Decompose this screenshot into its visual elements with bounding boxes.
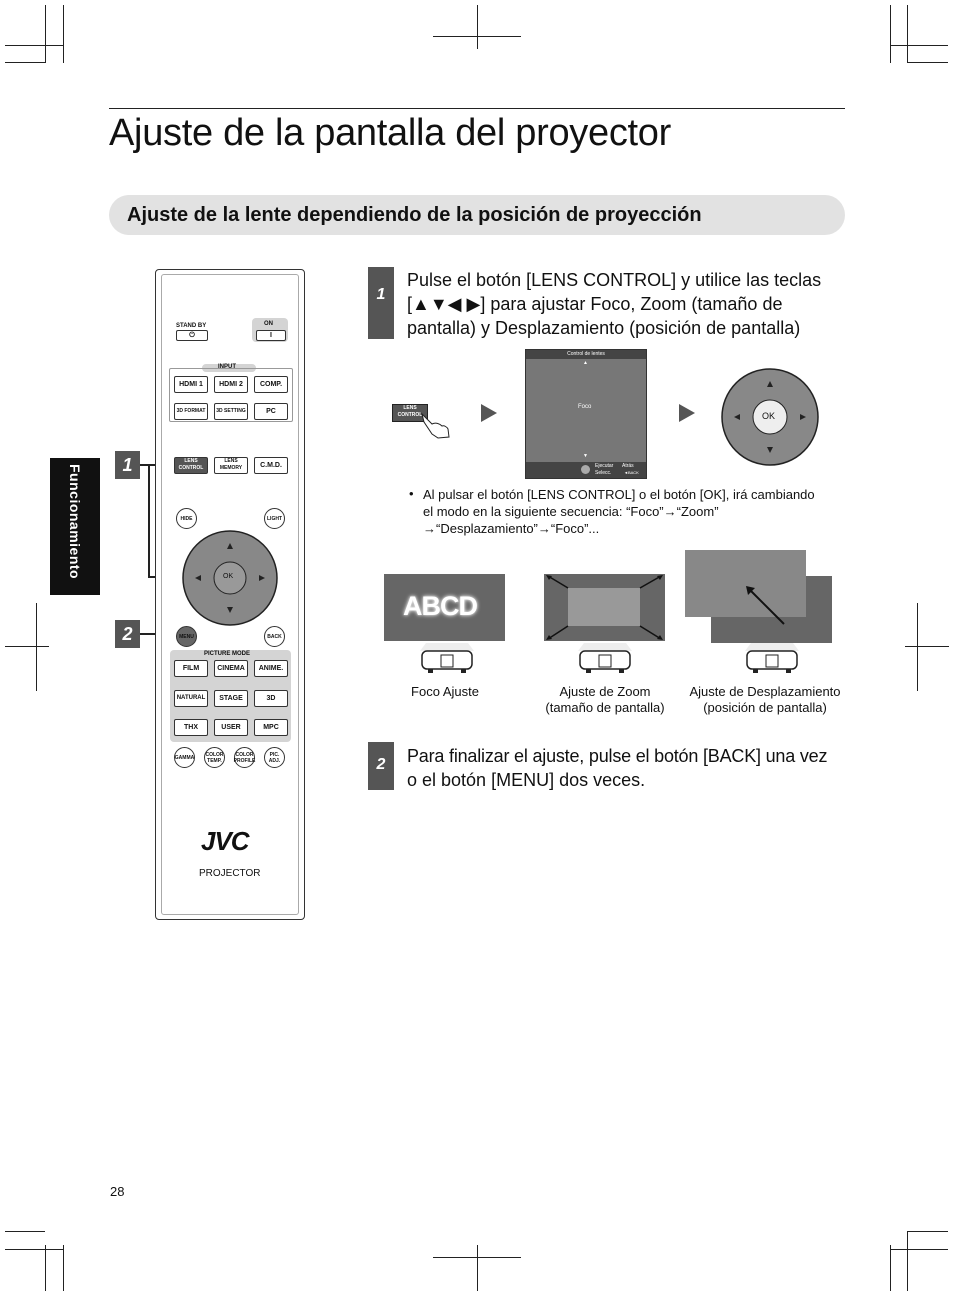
caption-shift-line1: Ajuste de Desplazamiento [689, 684, 841, 699]
remote-color-profile-line1: COLOR [235, 751, 254, 758]
step-2-line2: o el botón [MENU] dos veces. [407, 770, 646, 790]
crop-mark [890, 5, 891, 63]
osd-mode-label: Foco [578, 404, 592, 410]
crop-mark [36, 603, 37, 691]
remote-stand-by-label: STAND BY [176, 323, 207, 329]
osd-dpad-icon [581, 465, 590, 474]
note-line3: →“Desplazamiento”→“Foco”... [423, 521, 600, 536]
note-line1: Al pulsar el botón [LENS CONTROL] o el botón [OK], irá cambiando [423, 487, 815, 502]
crop-mark [905, 646, 949, 647]
crop-mark [45, 5, 46, 63]
mini-button-line1: LENS [403, 405, 417, 411]
section-heading: Ajuste de la lente dependiendo de la posición de proyección [127, 204, 702, 226]
hand-pointer-icon [418, 410, 452, 440]
crop-mark [890, 1245, 891, 1291]
remote-stand-by-button[interactable]: ⏻ [176, 330, 208, 341]
remote-input-label: INPUT [218, 364, 236, 370]
remote-picture-mode-label: PICTURE MODE [204, 651, 251, 657]
crop-mark [63, 5, 64, 63]
remote-user-button[interactable]: USER [214, 719, 248, 736]
osd-execute: Ejecutar [595, 463, 614, 469]
remote-film-button[interactable]: FILM [174, 660, 208, 677]
sequence-arrow-icon [679, 404, 695, 422]
crop-mark [890, 45, 948, 46]
remote-on-label: ON [264, 321, 273, 327]
remote-color-temp-line2: TEMP. [207, 757, 222, 764]
remote-anime-button[interactable]: ANIME. [254, 660, 288, 677]
crop-mark [5, 45, 63, 46]
step-1-line2: [▲▼◀ ▶] para ajustar Foco, Zoom (tamaño de [407, 294, 783, 314]
side-tab [50, 458, 100, 595]
osd-select: Selecc. [595, 470, 612, 476]
step-1-line1: Pulse el botón [LENS CONTROL] y utilice las teclas [407, 270, 822, 290]
focus-screen-text: ABCD [403, 591, 477, 621]
remote-on-button[interactable]: I [256, 330, 286, 341]
crop-mark [890, 1249, 948, 1250]
title-rule [109, 108, 845, 109]
remote-stage-button[interactable]: STAGE [214, 690, 248, 707]
callout-badge-2: 2 [115, 620, 140, 648]
mini-button-line2: CONTROL [397, 412, 423, 418]
remote-lens-memory-button[interactable] [214, 457, 248, 474]
dpad-ok-label: OK [762, 411, 776, 421]
osd-back-key: ◄BACK [624, 470, 639, 475]
remote-lens-memory-line1: LENS [224, 458, 238, 464]
osd-down-arrow-icon: ▼ [583, 453, 588, 459]
remote-lens-control-line1: LENS [184, 458, 198, 464]
lens-control-osd [525, 349, 647, 479]
osd-back: Atrás [622, 463, 634, 469]
remote-brand-logo: JVC [201, 826, 249, 856]
projector-icon [418, 641, 476, 677]
remote-back-button[interactable]: BACK [264, 626, 285, 647]
remote-pic-adj-line1: PIC. [269, 751, 280, 758]
remote-light-button[interactable]: LIGHT [264, 508, 285, 529]
caption-shift [680, 684, 850, 716]
remote-3d-setting-button[interactable]: 3D SETTING [214, 403, 248, 420]
projector-icon [576, 641, 634, 677]
crop-mark [477, 1245, 478, 1291]
remote-pic-adj-line2: ADJ. [268, 757, 281, 764]
remote-gamma-button[interactable]: GAMMA [174, 747, 195, 768]
remote-product-label: PROJECTOR [199, 868, 261, 879]
caption-focus-line1: Foco Ajuste [411, 684, 479, 699]
page-number: 28 [110, 1184, 125, 1199]
remote-3d-format-button[interactable]: 3D FORMAT [174, 403, 208, 420]
crop-mark [433, 36, 521, 37]
page-title: Ajuste de la pantalla del proyector [109, 112, 671, 154]
remote-thx-button[interactable]: THX [174, 719, 208, 736]
remote-cmd-button[interactable]: C.M.D. [254, 457, 288, 474]
crop-mark [5, 646, 49, 647]
step-2-line1: Para finalizar el ajuste, pulse el botón [BACK] una vez [407, 746, 828, 766]
remote-hide-button[interactable]: HIDE [176, 508, 197, 529]
remote-lens-control-button[interactable] [174, 457, 208, 474]
crop-mark [63, 1245, 64, 1291]
osd-footer [526, 462, 646, 478]
remote-pic-adj-button[interactable] [264, 747, 285, 768]
remote-cinema-button[interactable]: CINEMA [214, 660, 248, 677]
note-bullet: • [409, 486, 414, 501]
side-tab-label: Funcionamiento [67, 464, 83, 580]
remote-lens-memory-line2: MEMORY [219, 465, 243, 471]
callout-badge-1: 1 [115, 451, 140, 479]
crop-mark [45, 1245, 46, 1291]
crop-mark [433, 1257, 521, 1258]
zoom-arrows-icon [544, 574, 665, 641]
osd-title: Control de lentes [526, 350, 646, 359]
remote-menu-button[interactable]: MENU [176, 626, 197, 647]
remote-lens-control-line2: CONTROL [178, 465, 204, 471]
remote-hdmi1-button[interactable]: HDMI 1 [174, 376, 208, 393]
crop-mark [5, 1231, 45, 1232]
caption-zoom-line2: (tamaño de pantalla) [545, 700, 665, 715]
remote-ok-label: OK [223, 573, 234, 580]
shift-arrow-icon [740, 580, 790, 630]
caption-zoom [525, 684, 685, 716]
crop-mark [5, 1249, 63, 1250]
remote-pc-button[interactable]: PC [254, 403, 288, 420]
crop-mark [907, 62, 948, 63]
remote-mpc-button[interactable]: MPC [254, 719, 288, 736]
sequence-arrow-icon [481, 404, 497, 422]
remote-color-temp-button[interactable] [204, 747, 225, 768]
crop-mark [907, 1231, 948, 1232]
remote-color-temp-line1: COLOR [205, 751, 224, 758]
remote-color-profile-button[interactable] [234, 747, 255, 768]
crop-mark [917, 603, 918, 691]
step-1-badge: 1 [368, 267, 394, 339]
crop-mark [5, 62, 45, 63]
step-2-badge: 2 [368, 742, 394, 790]
crop-mark [477, 5, 478, 49]
crop-mark [907, 1231, 908, 1291]
remote-comp-button[interactable]: COMP. [254, 376, 288, 393]
note-line2: el modo en la siguiente secuencia: “Foco”→“Zoom” [423, 504, 719, 519]
remote-control [155, 269, 305, 920]
step-1-line3: pantalla) y Desplazamiento (posición de pantalla) [407, 318, 801, 338]
remote-hdmi2-button[interactable]: HDMI 2 [214, 376, 248, 393]
projector-icon [743, 641, 801, 677]
remote-natural-button[interactable]: NATURAL [174, 690, 208, 707]
osd-up-arrow-icon: ▲ [583, 360, 588, 366]
caption-shift-line2: (posición de pantalla) [703, 700, 827, 715]
caption-focus [385, 684, 505, 700]
remote-color-profile-line2: PROFILE [233, 757, 256, 764]
caption-zoom-line1: Ajuste de Zoom [559, 684, 651, 699]
remote-3d-button[interactable]: 3D [254, 690, 288, 707]
crop-mark [907, 5, 908, 63]
